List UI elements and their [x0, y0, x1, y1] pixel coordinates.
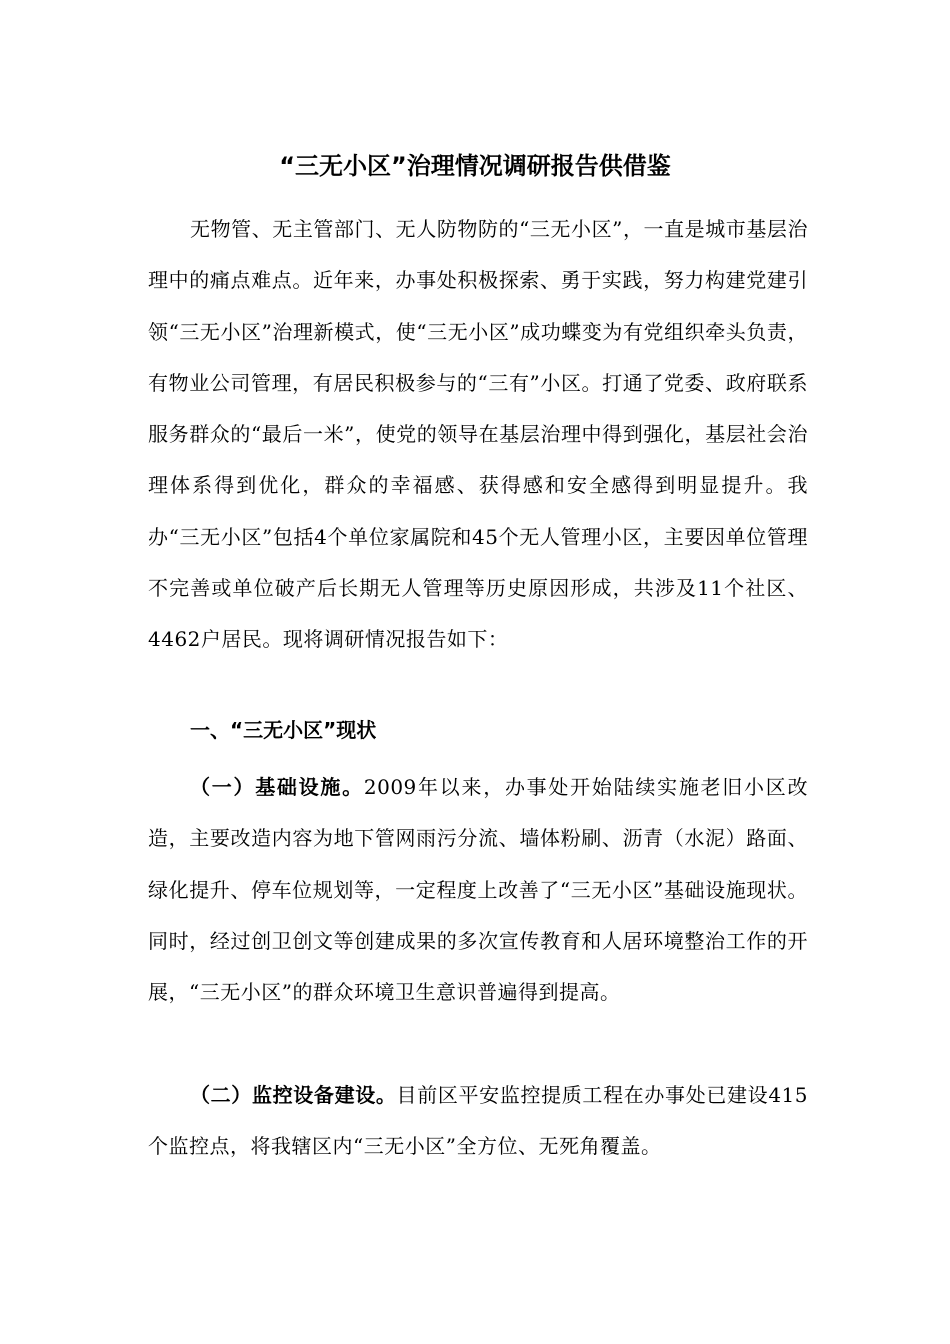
document-title: “三无小区”治理情况调研报告供借鉴 — [279, 152, 671, 180]
paragraph-infrastructure — [148, 762, 808, 1018]
paragraph-lead-infrastructure: （一）基础设施。 — [190, 775, 364, 799]
paragraph-lead-monitoring: （二）监控设备建设。 — [190, 1083, 397, 1107]
paragraph-monitoring — [148, 1070, 808, 1173]
paragraph-text-monitoring: 目前区平安监控提质工程在办事处已建设415个监控点，将我辖区内“三无小区”全方位、无死角覆盖。 — [148, 1083, 808, 1159]
intro-paragraph: 无物管、无主管部门、无人防物防的“三无小区”，一直是城市基层治理中的痛点难点。近年来，办事处积极探索、勇于实践，努力构建党建引领“三无小区”治理新模式，使“三无小区”成功蝶变为有党组织牵头负责，有物业公司管理，有居民积极参与的“三有”小区。打通了党委、政府联系服务群众的“最后一米”，使党的领导在基层治理中得到强化，基层社会治理体系得到优化，群众的幸福感、获得感和安全感得到明显提升。我办“三无小区”包括4个单位家属院和45个无人管理小区，主要因单位管理不完善或单位破产后长期无人管理等历史原因形成，共涉及11个社区、4462户居民。现将调研情况报告如下： — [148, 217, 808, 652]
section-heading: 一、“三无小区”现状 — [190, 718, 377, 742]
paragraph-text-infrastructure: 2009年以来，办事处开始陆续实施老旧小区改造，主要改造内容为地下管网雨污分流、墙体粉刷、沥青（水泥）路面、绿化提升、停车位规划等，一定程度上改善了“三无小区”基础设施现状。同时，经过创卫创文等创建成果的多次宣传教育和人居环境整治工作的开展，“三无小区”的群众环境卫生意识普遍得到提高。 — [148, 775, 808, 1005]
